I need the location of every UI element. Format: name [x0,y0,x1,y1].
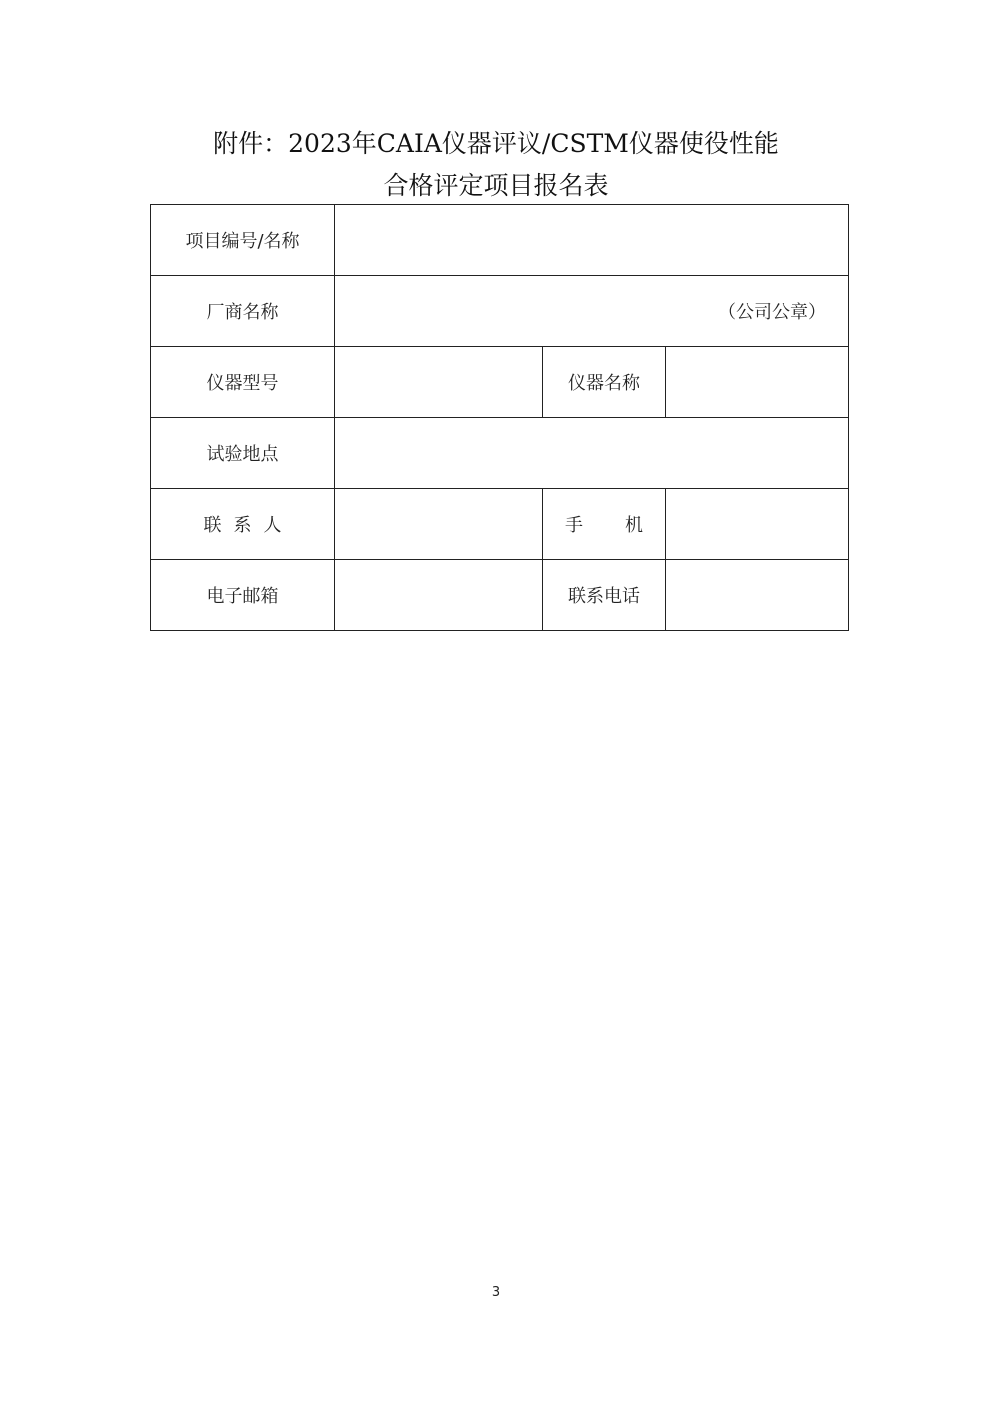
document-title-line2: 合格评定项目报名表 [383,171,609,200]
vendor-field[interactable] [335,276,849,347]
registration-form-table [150,204,849,631]
form-row-contact [151,489,849,560]
project-label: 项目编号/名称 [151,205,335,276]
phone-field[interactable] [666,560,849,631]
form-row-test-site [151,418,849,489]
test-site-field[interactable] [335,418,849,489]
document-title-line1: 附件：2023年CAIA仪器评议/CSTM仪器使役性能 [213,129,779,158]
test-site-label: 试验地点 [151,418,335,489]
contact-label: 联系人 [151,489,335,560]
email-field[interactable] [335,560,543,631]
instrument-name-label: 仪器名称 [543,347,666,418]
vendor-label: 厂商名称 [151,276,335,347]
instrument-name-field[interactable] [666,347,849,418]
phone-label: 联系电话 [543,560,666,631]
form-row-instrument [151,347,849,418]
page-number: 3 [491,1285,501,1300]
mobile-label: 手机 [543,489,666,560]
project-field[interactable] [335,205,849,276]
form-row-project [151,205,849,276]
company-seal-note: （公司公章） [718,302,827,323]
contact-field[interactable] [335,489,543,560]
model-label: 仪器型号 [151,347,335,418]
form-row-vendor [151,276,849,347]
model-field[interactable] [335,347,543,418]
mobile-field[interactable] [666,489,849,560]
form-row-email [151,560,849,631]
email-label: 电子邮箱 [151,560,335,631]
